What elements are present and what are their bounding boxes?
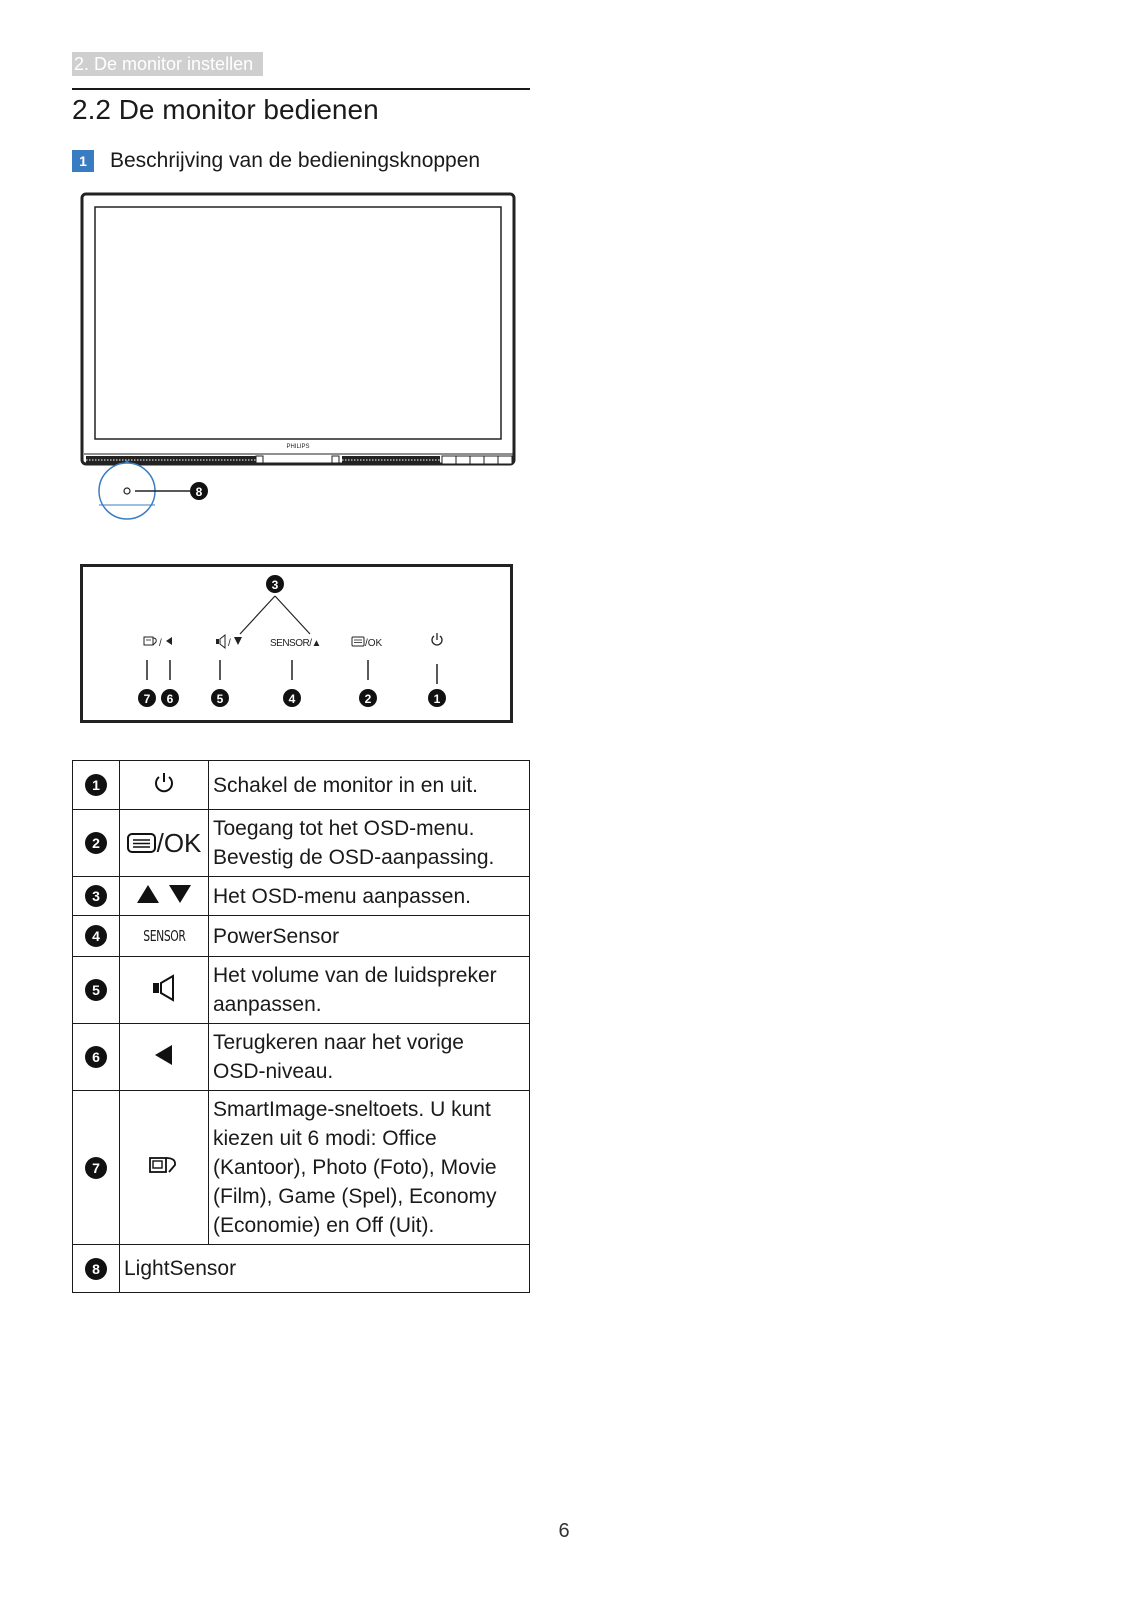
- monitor-illustration: [80, 192, 520, 542]
- desc-line: kiezen uit 6 modi: Office: [213, 1127, 437, 1150]
- desc-line: aanpassen.: [213, 993, 322, 1016]
- row-number-badge: 7: [85, 1157, 107, 1179]
- row-number-badge: 5: [85, 979, 107, 1001]
- row-number-badge: 6: [85, 1046, 107, 1068]
- menu-ok-text: /OK: [156, 827, 202, 858]
- row-description: [209, 1024, 530, 1091]
- row-number-badge: 1: [85, 774, 107, 796]
- callout-8: 8: [195, 485, 203, 499]
- row-number-badge: 8: [85, 1258, 107, 1280]
- page-title: 2.2 De monitor bedienen: [72, 94, 379, 125]
- table-row: [73, 1024, 530, 1091]
- desc-line: Terugkeren naar het vorige: [213, 1031, 464, 1054]
- monitor-brand: PHILIPS: [286, 444, 310, 450]
- menu-ok-label-text: /OK: [365, 638, 383, 649]
- row-description: PowerSensor: [209, 916, 530, 957]
- callout-2: 2: [364, 692, 372, 706]
- table-row: [73, 877, 530, 916]
- desc-line: Toegang tot het OSD-menu.: [213, 817, 475, 840]
- up-down-arrows-icon: [135, 883, 193, 905]
- row-number-badge: 4: [85, 925, 107, 947]
- row-description: LightSensor: [120, 1245, 530, 1293]
- monitor-vents-left: [86, 456, 256, 464]
- subsection-title: Beschrijving van de bedieningsknoppen: [110, 149, 481, 172]
- row-number-badge: 3: [85, 885, 107, 907]
- callout-3: 3: [271, 578, 279, 592]
- desc-line: (Economie) en Off (Uit).: [213, 1214, 435, 1237]
- sensor-up-label: SENSOR/▲: [270, 638, 321, 649]
- desc-line: (Kantoor), Photo (Foto), Movie: [213, 1156, 497, 1179]
- table-row: [73, 761, 530, 810]
- monitor-vents-right: [342, 456, 440, 464]
- callout-7: 7: [143, 692, 151, 706]
- callout-4: 4: [288, 692, 296, 706]
- desc-line: Bevestig de OSD-aanpassing.: [213, 846, 495, 869]
- subsection-number: 1: [72, 150, 94, 172]
- title-rule: [72, 88, 530, 90]
- light-sensor-magnifier: [99, 460, 208, 519]
- table-row: [73, 957, 530, 1024]
- table-row: [73, 810, 530, 877]
- table-row: [73, 916, 530, 957]
- button-panel-illustration: [80, 564, 520, 724]
- desc-line: Het volume van de luidspreker: [213, 964, 497, 987]
- callout-6: 6: [166, 692, 174, 706]
- controls-table: [72, 760, 530, 1293]
- row-description: Het OSD-menu aanpassen.: [209, 877, 530, 916]
- smartimage-icon: [148, 1153, 180, 1177]
- svg-text:/: /: [159, 638, 162, 649]
- svg-text:/: /: [228, 638, 231, 649]
- desc-line: OSD-niveau.: [213, 1060, 334, 1083]
- callout-1: 1: [433, 692, 441, 706]
- row-description: [209, 810, 530, 877]
- sensor-icon: SENSOR: [142, 926, 186, 945]
- breadcrumb: 2. De monitor instellen: [72, 52, 263, 76]
- row-number-badge: 2: [85, 832, 107, 854]
- desc-line: (Film), Game (Spel), Economy: [213, 1185, 497, 1208]
- menu-ok-icon: [127, 831, 157, 855]
- monitor-button-row: [442, 456, 512, 464]
- desc-line: SmartImage-sneltoets. U kunt: [213, 1098, 491, 1121]
- monitor-screen: [95, 207, 501, 439]
- row-description: [209, 957, 530, 1024]
- page-number: 6: [558, 1520, 570, 1542]
- table-row: [73, 1245, 530, 1293]
- row-description: [209, 1091, 530, 1245]
- back-arrow-icon: [154, 1044, 174, 1066]
- row-description: Schakel de monitor in en uit.: [209, 761, 530, 810]
- callout-5: 5: [216, 692, 224, 706]
- speaker-icon: [151, 974, 177, 1002]
- power-icon: [152, 771, 176, 795]
- table-row: [73, 1091, 530, 1245]
